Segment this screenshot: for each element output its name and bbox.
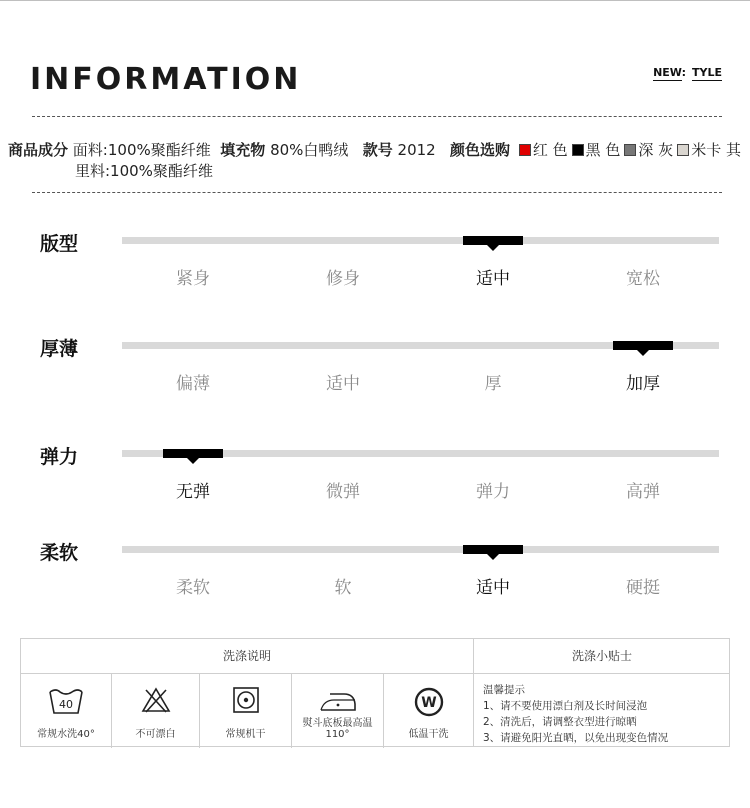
attribute-option: 偏薄 (176, 374, 210, 394)
attribute-option: 弹力 (476, 482, 510, 502)
care-label-wash: 常规水洗40° (37, 729, 95, 740)
color-swatch (677, 144, 689, 156)
tumble-dry-icon (232, 686, 260, 714)
color-swatch (519, 144, 531, 156)
new-style-part-2: TYLE (692, 66, 722, 79)
tip-line: 3、请避免阳光直晒，以免出现变色情况 (483, 732, 669, 744)
product-info (8, 140, 741, 182)
color-name: 黑 色 (585, 141, 621, 159)
attribute-option: 适中 (476, 578, 510, 598)
wash-tips (483, 682, 668, 746)
attribute-label: 弹力 (40, 446, 79, 468)
attribute-selected-marker (463, 236, 523, 245)
attribute-option: 厚 (484, 374, 502, 394)
attribute-option: 适中 (326, 374, 360, 394)
attribute-scale-track (122, 237, 719, 244)
care-cell-bleach (112, 674, 199, 748)
attribute-option: 适中 (476, 269, 510, 289)
color-swatch (624, 144, 636, 156)
composition-label: 商品成分 (8, 141, 69, 159)
attribute-option: 微弹 (326, 482, 360, 502)
attribute-scale-track (122, 546, 719, 553)
care-cell-dry (200, 674, 291, 748)
care-instructions-table (20, 638, 730, 747)
attribute-option: 软 (334, 578, 352, 598)
lining-fabric: 里料:100%聚酯纤维 (75, 162, 213, 180)
color-label: 颜色选购 (450, 141, 511, 159)
attribute-label: 厚薄 (40, 338, 79, 360)
care-label-iron: 熨斗底板最高温110° (302, 718, 373, 740)
attribute-option: 柔软 (176, 578, 210, 598)
page-title: INFORMATION (30, 62, 302, 97)
dry-clean-letter: W (420, 695, 437, 711)
color-options (515, 141, 741, 159)
outer-fabric: 面料:100%聚酯纤维 (72, 141, 211, 159)
care-cell-wash (21, 674, 111, 748)
color-swatch (572, 144, 584, 156)
wash-40-icon (48, 686, 84, 716)
attribute-option: 高弹 (626, 482, 660, 502)
color-name: 深 灰 (638, 141, 674, 159)
care-label-bleach: 不可漂白 (135, 729, 176, 740)
wash-instructions-header: 洗涤说明 (222, 649, 271, 663)
tip-line: 2、清洗后，请调整衣型进行晾晒 (483, 716, 637, 728)
divider-top (32, 116, 722, 117)
attribute-selected-marker (463, 545, 523, 554)
color-name: 红 色 (532, 141, 568, 159)
wash-tips-header: 洗涤小贴士 (571, 649, 632, 663)
top-border-line (0, 0, 750, 1)
care-cell-dryclean (384, 674, 473, 748)
attribute-option: 无弹 (176, 482, 210, 502)
tip-line: 温馨提示 (483, 684, 525, 696)
color-name: 米卡 其 (691, 141, 741, 159)
style-no-label: 款号 (362, 141, 393, 159)
attribute-selected-marker (163, 449, 223, 458)
filling-label: 填充物 (220, 141, 266, 159)
new-style-part-1: NEW (653, 66, 682, 79)
attribute-label: 柔软 (40, 542, 79, 564)
new-style-tag: NEW: TYLE (653, 66, 722, 79)
attribute-option: 加厚 (626, 374, 660, 394)
attribute-option: 硬挺 (626, 578, 660, 598)
table-divider (473, 639, 474, 746)
attribute-option: 宽松 (626, 269, 660, 289)
attribute-selected-marker (613, 341, 673, 350)
attribute-label: 版型 (40, 233, 79, 255)
iron-icon (318, 686, 358, 714)
style-no-value: 2012 (397, 141, 436, 159)
care-label-dryclean: 低温干洗 (408, 729, 449, 740)
care-cell-iron (292, 674, 383, 748)
dry-clean-w-icon (413, 686, 445, 718)
attribute-option: 紧身 (176, 269, 210, 289)
divider-info (32, 192, 722, 193)
tip-line: 1、请不要使用漂白剂及长时间浸泡 (483, 700, 648, 712)
wash-temp-text: 40 (59, 698, 73, 711)
care-label-dry: 常规机干 (225, 729, 266, 740)
no-bleach-icon (141, 686, 171, 714)
attribute-option: 修身 (326, 269, 360, 289)
filling-value: 80%白鸭绒 (270, 141, 349, 159)
